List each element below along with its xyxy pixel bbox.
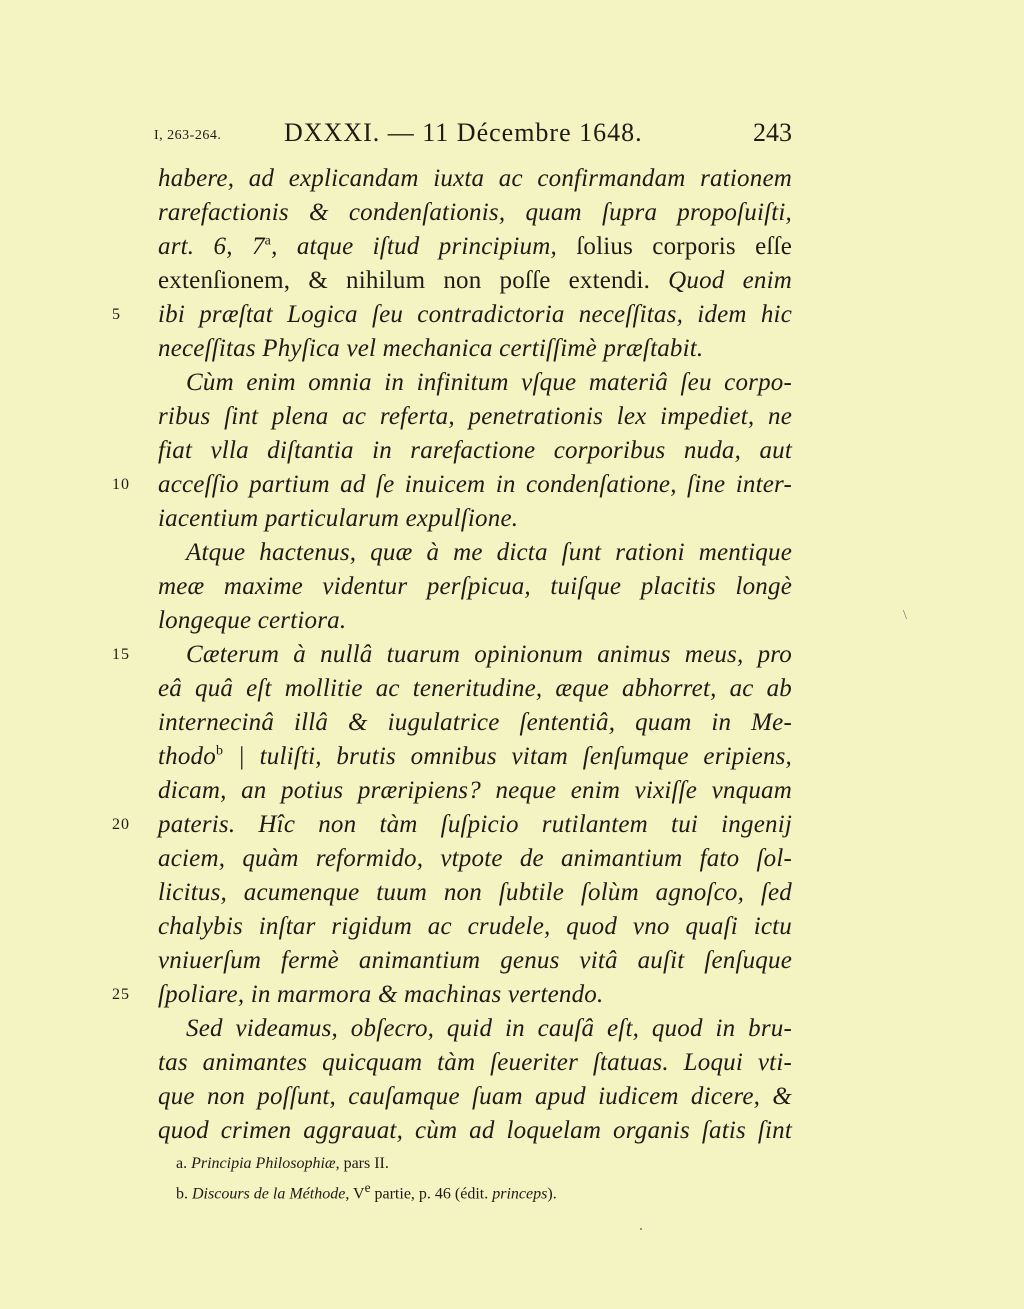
line-number: 25 <box>112 986 130 1003</box>
text-line <box>158 842 792 876</box>
line-text: neceſſitas Phyſica vel mechanica certiſſimè præſtabit. <box>158 335 704 362</box>
text-line <box>158 1114 792 1148</box>
text-line <box>158 366 792 400</box>
text-line <box>158 502 792 536</box>
text-line <box>158 876 792 910</box>
line-text: internecinâ illâ & iugulatrice ſententiâ, quam in Me- <box>158 709 792 736</box>
text-line <box>158 468 792 502</box>
text-line <box>158 740 792 774</box>
line-text: Quod enim <box>668 267 793 294</box>
text-line <box>158 978 792 1012</box>
line-text: ribus ſint plena ac referta, penetrationis lex impediet, ne <box>158 403 792 430</box>
footnote-text: partie, p. 46 (édit. <box>370 1185 493 1203</box>
footnote-a <box>176 1152 826 1176</box>
line-text: ſpoliare, in marmora & machinas vertendo. <box>158 981 604 1008</box>
line-text: habere, ad explicandam iuxta ac confirmandam rationem <box>158 165 792 192</box>
text-line <box>158 1012 792 1046</box>
line-text: licitus, acumenque tuum non ſubtile ſolùm agnoſco, ſed <box>158 879 792 906</box>
line-text: pateris. Hîc non tàm ſuſpicio rutilantem tui ingenij <box>158 811 792 838</box>
text-line <box>158 706 792 740</box>
line-text: art. 6, 7 <box>158 233 265 260</box>
text-line <box>158 196 792 230</box>
line-text: Sed videamus, obſecro, quid in cauſâ eſt, quod in bru- <box>186 1015 792 1042</box>
page-header <box>0 118 1024 148</box>
line-text: meæ maxime videntur perſpicua, tuiſque placitis longè <box>158 573 792 600</box>
footnote-text: ). <box>547 1185 557 1203</box>
line-text: aciem, quàm reformido, vtpote de animantium fato ſol- <box>158 845 792 872</box>
line-text: iacentium particularum expulſione. <box>158 505 519 532</box>
text-line <box>158 332 792 366</box>
speck <box>640 1228 642 1230</box>
line-text: longeque certiora. <box>158 607 347 634</box>
text-line <box>158 230 792 264</box>
footnote-title: Principia Philosophiæ <box>191 1155 336 1172</box>
text-line <box>158 604 792 638</box>
text-line <box>158 536 792 570</box>
letter-heading: DXXXI. — 11 Décembre 1648. <box>284 118 643 147</box>
text-line <box>158 298 792 332</box>
line-text: Cæterum à nullâ tuarum opinionum animus meus, pro <box>186 641 792 668</box>
line-text-roman: extenſionem, & nihilum non poſſe extendi. <box>158 267 669 294</box>
text-line <box>158 910 792 944</box>
text-line <box>158 434 792 468</box>
text-line <box>158 808 792 842</box>
text-line <box>158 400 792 434</box>
text-line <box>158 944 792 978</box>
line-text: eâ quâ eſt mollitie ac teneritudine, æque abhorret, ac ab <box>158 675 792 702</box>
text-line <box>158 570 792 604</box>
text-line <box>158 1080 792 1114</box>
line-text: quod crimen aggrauat, cùm ad loquelam organis ſatis ſint <box>158 1117 792 1144</box>
line-text: ibi præſtat Logica ſeu contradictoria neceſſitas, idem hic <box>158 301 792 328</box>
line-text-roman: ſolius corporis eſſe <box>576 233 792 260</box>
footnote-reference: a <box>264 233 272 249</box>
footnote-reference: b <box>215 743 224 759</box>
footnote-edition: princeps <box>492 1185 548 1203</box>
text-line <box>158 264 792 298</box>
page-reference: I, 263-264. <box>154 128 222 143</box>
line-number: 5 <box>112 306 121 323</box>
line-text: que non poſſunt, cauſamque ſuam apud iudicem dicere, & <box>158 1083 792 1110</box>
line-text: vniuerſum fermè animantium genus vitâ auſit ſenſuque <box>158 947 792 974</box>
footnote-text: , pars II. <box>335 1155 389 1172</box>
stray-mark: \ <box>903 608 907 623</box>
footnote-marker: a. <box>176 1155 188 1172</box>
line-text: fiat vlla diſtantia in rarefactione corporibus nuda, aut <box>158 437 792 464</box>
footnote-b <box>176 1176 826 1206</box>
line-number: 15 <box>112 646 130 663</box>
footnote-marker: b. <box>176 1185 188 1203</box>
line-text: tas animantes quicquam tàm ſeueriter ſtatuas. Loqui vti- <box>158 1049 792 1076</box>
line-text: Cùm enim omnia in infinitum vſque materiâ ſeu corpo- <box>186 369 792 396</box>
line-text: | tuliſti, brutis omnibus vitam ſenſumque eripiens, <box>223 743 792 770</box>
line-number: 10 <box>112 476 130 493</box>
footnote-text: , V <box>345 1185 365 1203</box>
text-line <box>158 774 792 808</box>
text-line <box>158 162 792 196</box>
line-text: Atque hactenus, quæ à me dicta ſunt rationi mentique <box>186 539 792 566</box>
text-line <box>158 1046 792 1080</box>
line-text: acceſſio partium ad ſe inuicem in condenſatione, ſine inter- <box>158 471 792 498</box>
page-number: 243 <box>753 118 792 147</box>
footnotes <box>176 1152 826 1206</box>
line-text: dicam, an potius præripiens? neque enim vixiſſe vnquam <box>158 777 792 804</box>
footnote-superscript: e <box>364 1180 371 1195</box>
line-text: rarefactionis & condenſationis, quam ſupra propoſuiſti, <box>158 199 792 226</box>
line-number: 20 <box>112 816 130 833</box>
line-text: , atque iſtud principium, <box>271 233 577 260</box>
text-line <box>158 672 792 706</box>
footnote-title: Discours de la Méthode <box>192 1185 346 1203</box>
line-text: chalybis inſtar rigidum ac crudele, quod vno quaſi ictu <box>158 913 792 940</box>
text-line <box>158 638 792 672</box>
line-text: thodo <box>158 743 216 770</box>
